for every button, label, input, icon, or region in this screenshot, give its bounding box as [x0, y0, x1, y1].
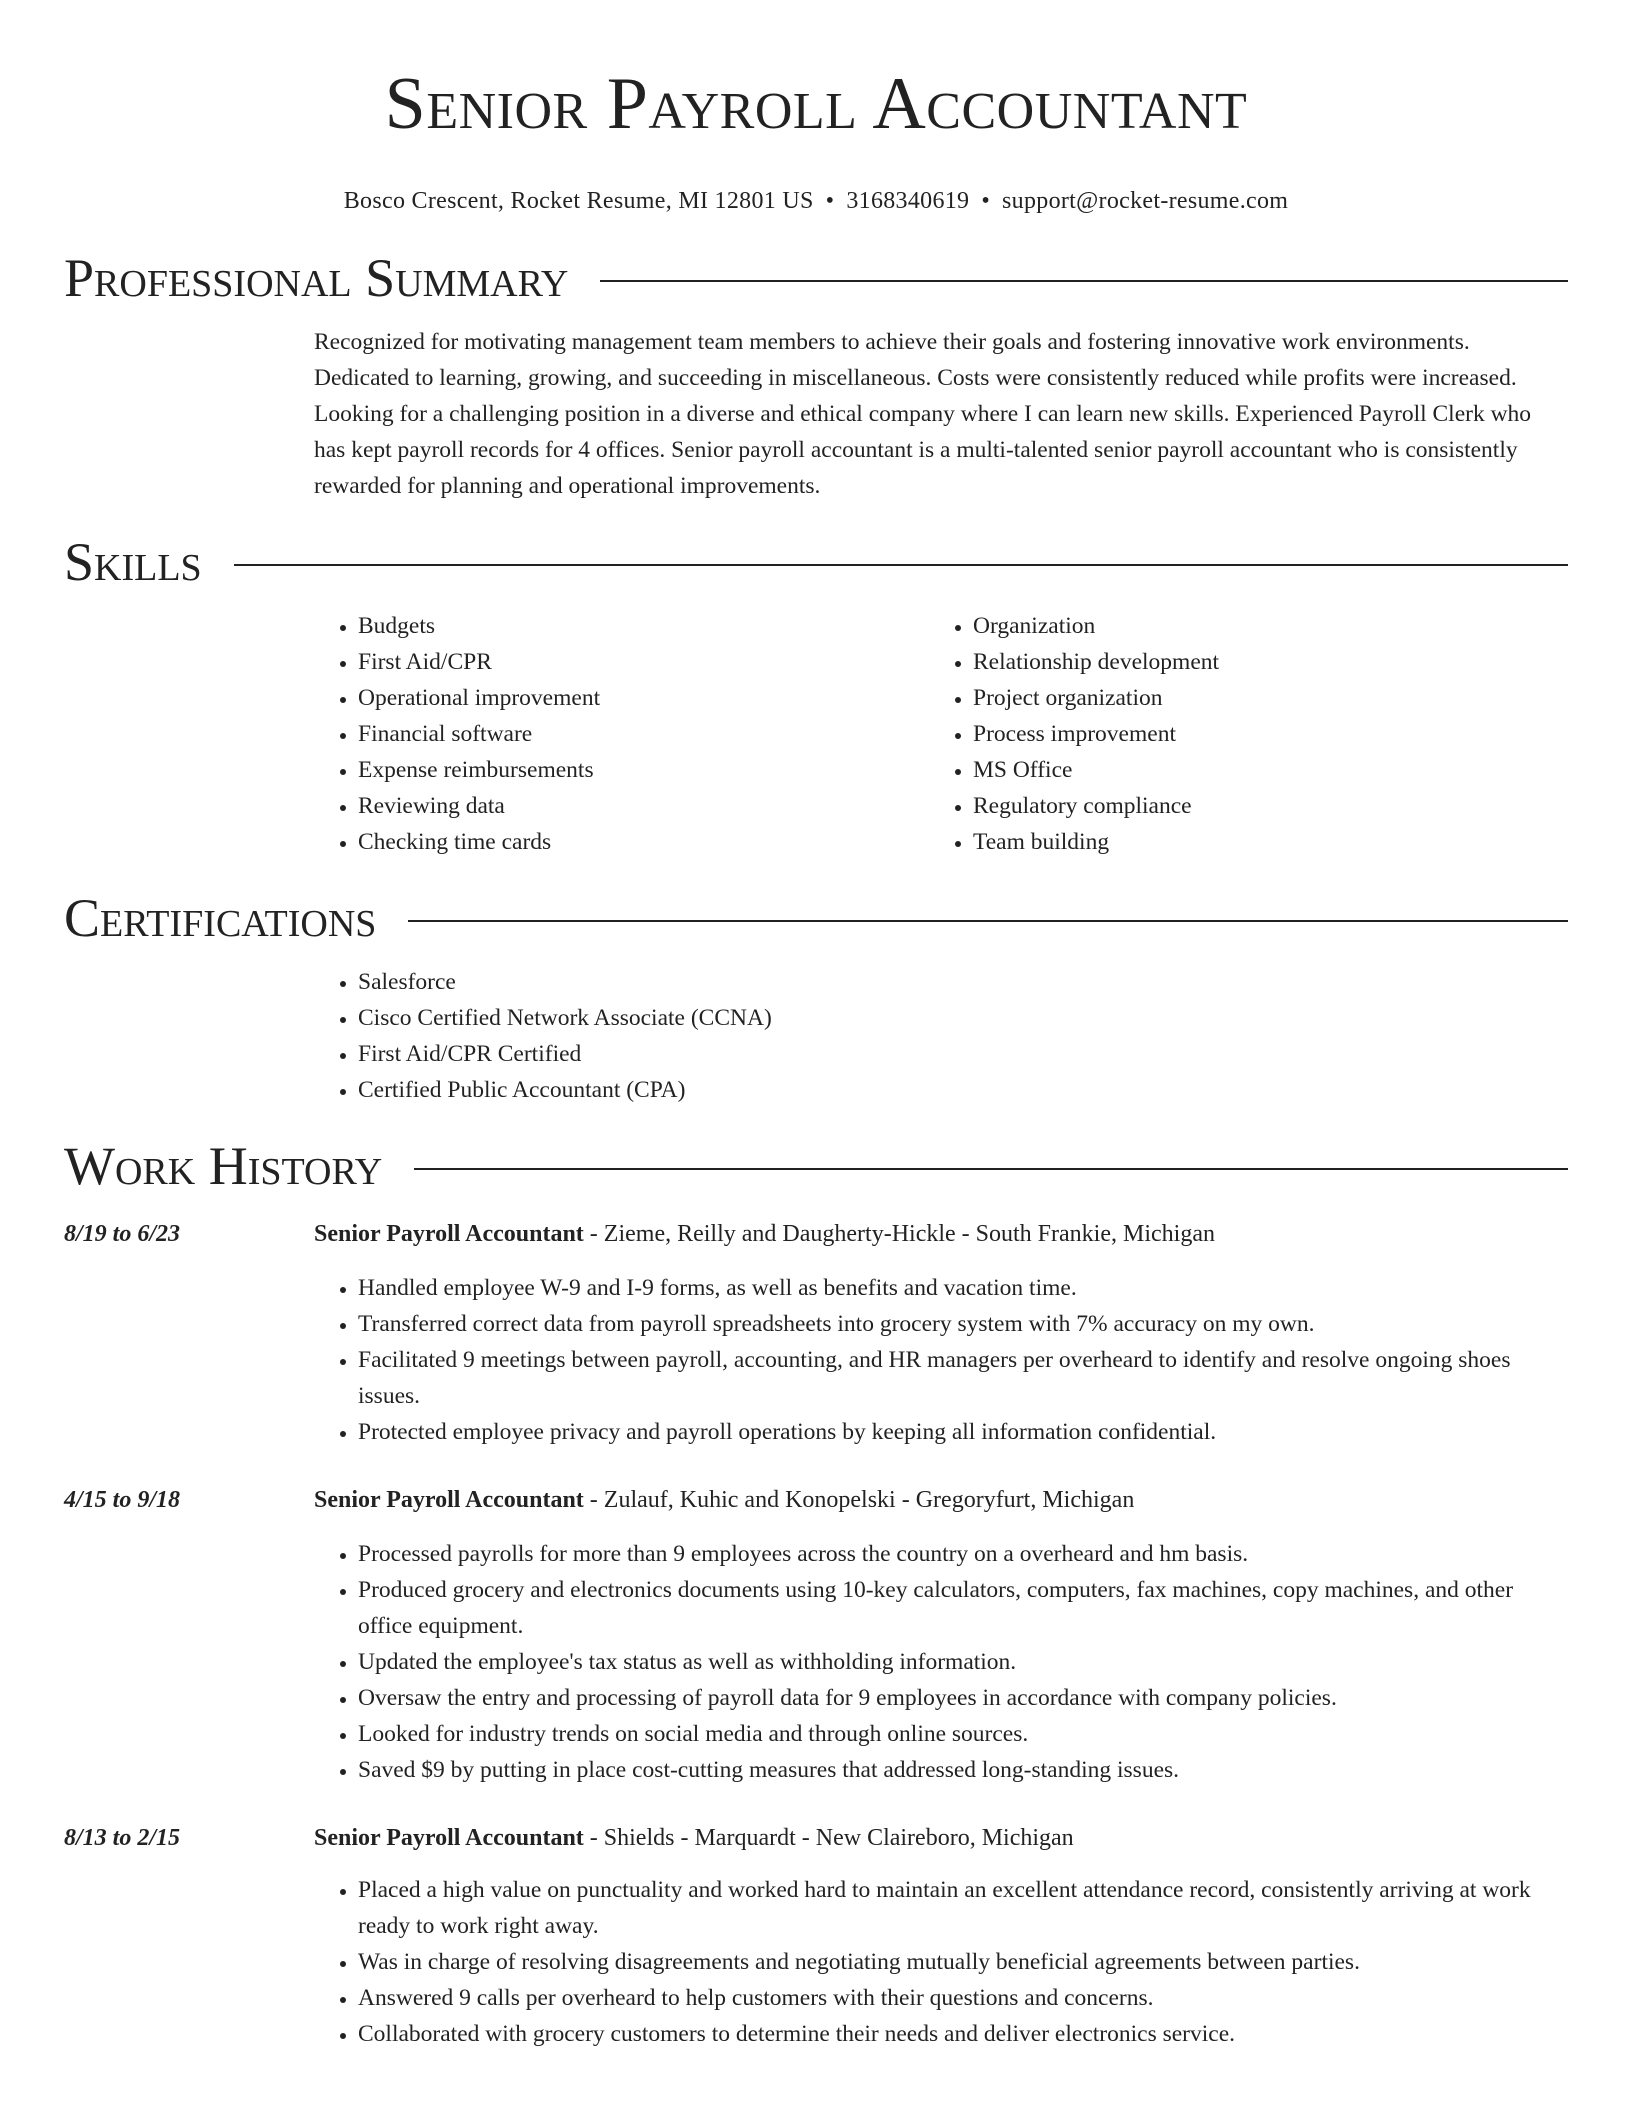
- job-bullet: • Facilitated 9 meetings between payroll, accounting, and HR managers per overheard to identify and resolve ongoing shoes issues.: [358, 1342, 1568, 1414]
- job-bullets: [314, 1270, 1568, 1450]
- skill-item: • Team building: [973, 824, 1544, 860]
- skills-column-left: [314, 608, 929, 860]
- job-title-line: [314, 1482, 1568, 1518]
- certification-item: • Certified Public Accountant (CPA): [358, 1072, 1568, 1108]
- skill-item: • Relationship development: [973, 644, 1544, 680]
- candidate-name: Senior Payroll Accountant: [384, 63, 1248, 145]
- job-bullet: • Answered 9 calls per overheard to help customers with their questions and concerns.: [358, 1980, 1568, 2016]
- summary-text: Recognized for motivating management team members to achieve their goals and fostering innovative work environments. Dedicated to learning, growing, and succeeding in miscellaneous. Costs were consistently reduced while profits were increased. Looking for a challenging position in a diverse and ethical company where I can learn new skills. Experienced Payroll Clerk who has kept payroll records for 4 offices. Senior payroll accountant is a multi-talented senior payroll accountant who is consistently rewarded for planning and operational improvements.: [314, 329, 1532, 499]
- skills-column-right: [929, 608, 1544, 860]
- job-dates: 8/13 to 2/15: [64, 1825, 181, 1851]
- job-bullet: • Updated the employee's tax status as well as withholding information.: [358, 1644, 1568, 1680]
- job-entry: [64, 1216, 1568, 1450]
- job-bullet: • Produced grocery and electronics documents using 10-key calculators, computers, fax machines, copy machines, and other office equipment.: [358, 1572, 1568, 1644]
- job-bullet: • Processed payrolls for more than 9 employees across the country on a overheard and hm basis.: [358, 1536, 1568, 1572]
- skill-item: • Regulatory compliance: [973, 788, 1544, 824]
- job-title: Senior Payroll Accountant: [314, 1487, 584, 1513]
- skill-item: • Checking time cards: [358, 824, 929, 860]
- job-dates: 4/15 to 9/18: [64, 1487, 181, 1513]
- skill-item: • Expense reimbursements: [358, 752, 929, 788]
- certification-item: • First Aid/CPR Certified: [358, 1036, 1568, 1072]
- contact-email: support@rocket-resume.com: [1002, 188, 1289, 214]
- contact-address: Bosco Crescent, Rocket Resume, MI 12801 US: [343, 188, 814, 214]
- job-dates: 8/19 to 6/23: [64, 1221, 181, 1247]
- job-details: [314, 1820, 1568, 2052]
- contact-phone: 3168340619: [846, 188, 970, 214]
- job-bullet: • Handled employee W-9 and I-9 forms, as well as benefits and vacation time.: [358, 1270, 1568, 1306]
- work-history-heading: Work History: [64, 1136, 383, 1196]
- certifications-list: [314, 964, 1568, 1108]
- skill-item: • Operational improvement: [358, 680, 929, 716]
- summary-content: [314, 324, 1568, 504]
- skill-item: • First Aid/CPR: [358, 644, 929, 680]
- job-entry: [64, 1482, 1568, 1788]
- job-title-line: [314, 1820, 1568, 1856]
- job-bullets: [314, 1536, 1568, 1788]
- skills-section-header: [64, 532, 1568, 592]
- skill-item: • Organization: [973, 608, 1544, 644]
- section-divider: [600, 280, 1568, 282]
- job-bullet: • Looked for industry trends on social media and through online sources.: [358, 1716, 1568, 1752]
- job-company: - Shields - Marquardt - New Claireboro, Michigan: [583, 1825, 1074, 1851]
- skills-heading: Skills: [64, 532, 202, 592]
- certifications-heading: Certifications: [64, 888, 377, 948]
- job-details: [314, 1482, 1568, 1788]
- contact-separator: •: [825, 188, 835, 214]
- skill-item: • Project organization: [973, 680, 1544, 716]
- job-entry: [64, 1820, 1568, 2052]
- job-bullet: • Transferred correct data from payroll spreadsheets into grocery system with 7% accuracy on my own.: [358, 1306, 1568, 1342]
- skill-item: • MS Office: [973, 752, 1544, 788]
- job-bullet: • Placed a high value on punctuality and worked hard to maintain an excellent attendance record, consistently arriving at work ready to work right away.: [358, 1872, 1568, 1944]
- job-bullet: • Saved $9 by putting in place cost-cutting measures that addressed long-standing issues.: [358, 1752, 1568, 1788]
- skill-item: • Process improvement: [973, 716, 1544, 752]
- section-divider: [408, 920, 1568, 922]
- summary-heading: Professional Summary: [64, 248, 569, 308]
- work-history-section-header: [64, 1136, 1568, 1196]
- certification-item: • Salesforce: [358, 964, 1568, 1000]
- job-details: [314, 1216, 1568, 1450]
- section-divider: [414, 1168, 1568, 1170]
- job-company: - Zulauf, Kuhic and Konopelski - Gregoryfurt, Michigan: [583, 1487, 1135, 1513]
- job-company: - Zieme, Reilly and Daugherty-Hickle - South Frankie, Michigan: [583, 1221, 1215, 1247]
- job-bullet: • Was in charge of resolving disagreements and negotiating mutually beneficial agreements between parties.: [358, 1944, 1568, 1980]
- job-title: Senior Payroll Accountant: [314, 1221, 584, 1247]
- job-bullets: [314, 1872, 1568, 2052]
- section-divider: [234, 564, 1568, 566]
- certifications-section-header: [64, 888, 1568, 948]
- contact-separator: •: [981, 188, 991, 214]
- job-bullet: • Collaborated with grocery customers to determine their needs and deliver electronics service.: [358, 2016, 1568, 2052]
- job-bullet: • Oversaw the entry and processing of payroll data for 9 employees in accordance with company policies.: [358, 1680, 1568, 1716]
- job-title: Senior Payroll Accountant: [314, 1825, 584, 1851]
- skill-item: • Financial software: [358, 716, 929, 752]
- job-title-line: [314, 1216, 1568, 1252]
- certification-item: • Cisco Certified Network Associate (CCNA): [358, 1000, 1568, 1036]
- skill-item: • Reviewing data: [358, 788, 929, 824]
- summary-section-header: [64, 248, 1568, 308]
- skills-list: [314, 608, 1568, 860]
- contact-line: [64, 186, 1568, 216]
- skill-item: • Budgets: [358, 608, 929, 644]
- job-bullet: • Protected employee privacy and payroll operations by keeping all information confidential.: [358, 1414, 1568, 1450]
